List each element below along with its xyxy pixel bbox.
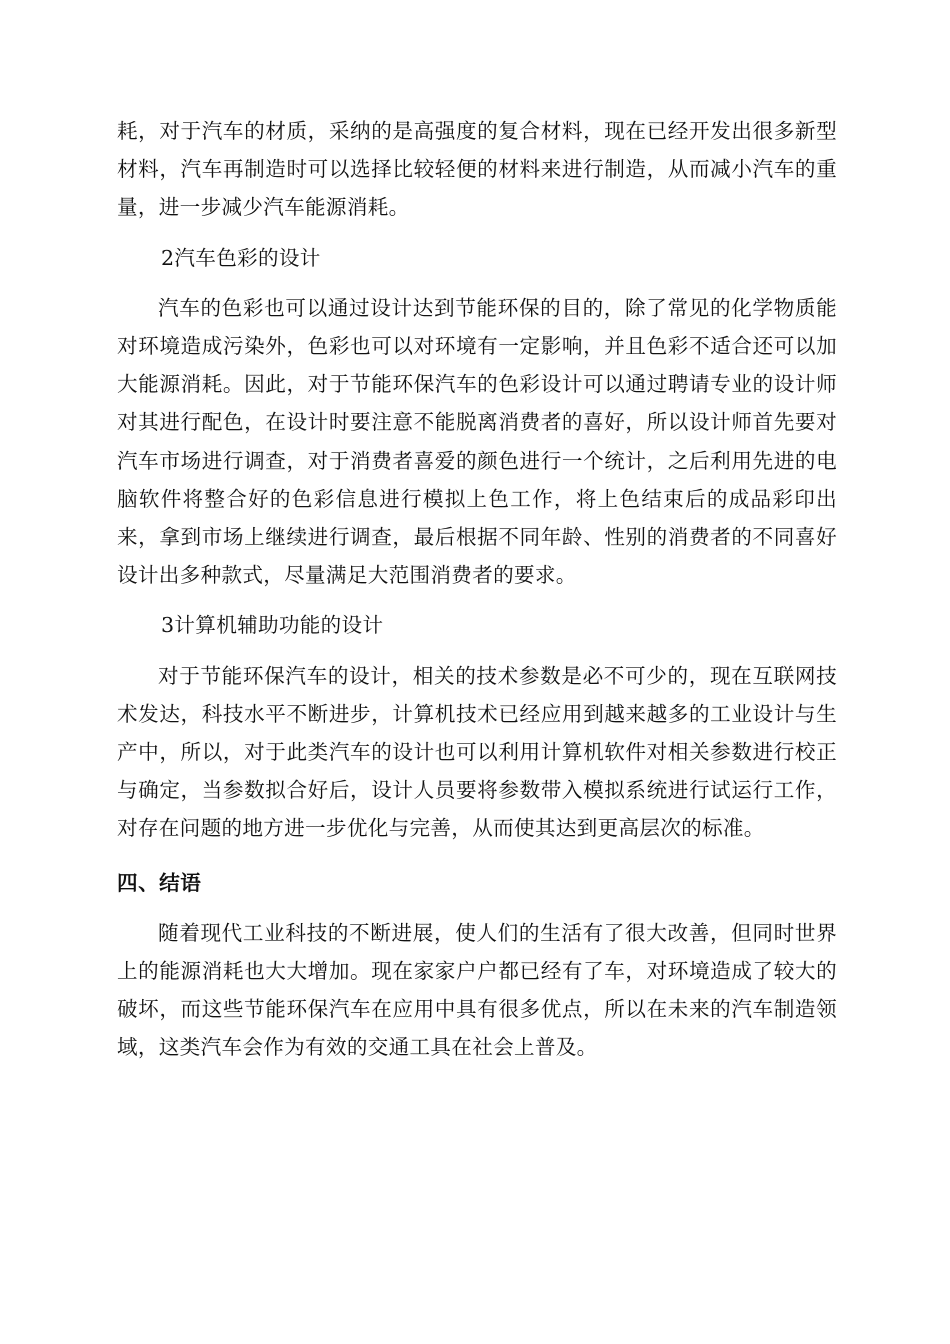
section-heading-conclusion: 四、结语 xyxy=(117,870,202,895)
paragraph-color-design: 汽车的色彩也可以通过设计达到节能环保的目的，除了常见的化学物质能对环境造成污染外，色彩也可以对环境有一定影响，并且色彩不适合还可以加大能源消耗。因此，对于节能环保汽车的色彩设计可以通过聘请专业的设计师对其进行配色，在设计时要注意不能脱离消费者的喜好，所以设计师首先要对汽车市场进行调查，对于消费者喜爱的颜色进行一个统计，之后利用先进的电脑软件将整合好的色彩信息进行模拟上色工作，将上色结束后的成品彩印出来，拿到市场上继续进行调查，最后根据不同年龄、性别的消费者的不同喜好设计出多种款式，尽量满足大范围消费者的要求。 xyxy=(117,295,837,588)
subheading-color-design: 2汽车色彩的设计 xyxy=(161,245,321,270)
paragraph-computer-aided-design: 对于节能环保汽车的设计，相关的技术参数是必不可少的，现在互联网技术发达，科技水平不断进步，计算机技术已经应用到越来越多的工业设计与生产中，所以，对于此类汽车的设计也可以利用计算机软件对相关参数进行校正与确定，当参数拟合好后，设计人员要将参数带入模拟系统进行试运行工作，对存在问题的地方进一步优化与完善，从而使其达到更高层次的标准。 xyxy=(117,663,837,841)
paragraph-conclusion: 随着现代工业科技的不断进展，使人们的生活有了很大改善，但同时世界上的能源消耗也大大增加。现在家家户户都已经有了车，对环境造成了较大的破坏，而这些节能环保汽车在应用中具有很多优点，所以在未来的汽车制造领域，这类汽车会作为有效的交通工具在社会上普及。 xyxy=(117,920,837,1060)
subheading-computer-aided-design: 3计算机辅助功能的设计 xyxy=(161,613,384,638)
paragraph-material: 耗，对于汽车的材质，采纳的是高强度的复合材料，现在已经开发出很多新型材料，汽车再制造时可以选择比较轻便的材料来进行制造，从而减小汽车的重量，进一步减少汽车能源消耗。 xyxy=(117,119,837,220)
document-body xyxy=(117,112,837,1067)
